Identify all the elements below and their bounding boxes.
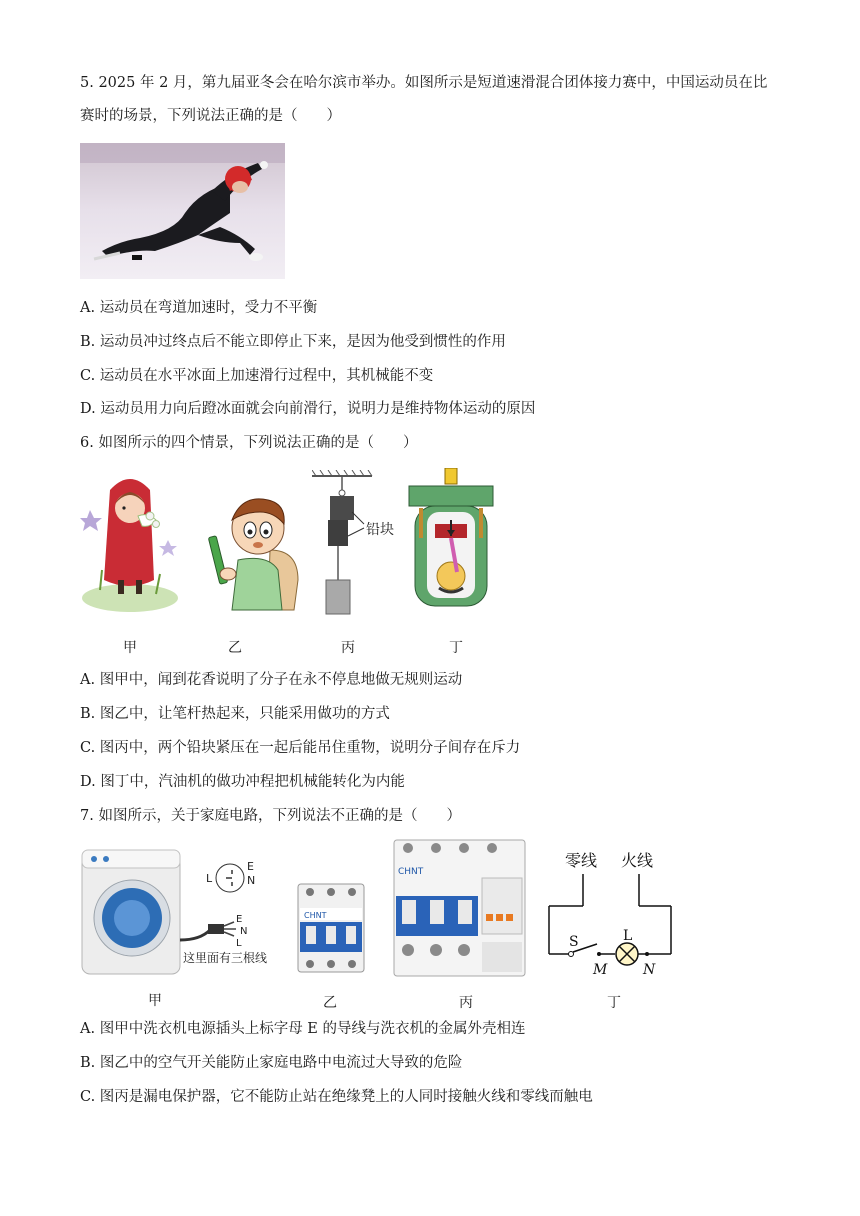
q7-caption-ding: 丁 [607,995,621,1011]
q5-option-d: D. 运动员用力向后蹬冰面就会向前滑行，说明力是维持物体运动的原因 [80,401,536,417]
q7-stem: 7. 如图所示，关于家庭电路，下列说法不正确的是（ ） [80,808,461,824]
lead-blocks-illustration [312,470,402,616]
socket-letter-n: N [247,874,256,887]
live-wire-label: 火线 [621,851,654,870]
circuit-diagram [543,848,678,978]
q6-caption-bing: 丙 [341,640,355,656]
q5-stem-line1: 5. 2025 年 2 月，第九届亚冬会在哈尔滨市举办。如图所示是短道速滑混合团体接力赛中，中国运动员在比 [80,75,768,91]
q7-caption-jia: 甲 [148,993,162,1009]
plug-letter-e: E [236,914,243,925]
q7-caption-yi: 乙 [323,995,337,1011]
air-switch-illustration [296,880,366,976]
q6-option-b: B. 图乙中，让笔杆热起来，只能采用做功的方式 [80,706,390,722]
q5-stem-line2: 赛时的场景，下列说法正确的是（ ） [80,108,341,124]
neutral-wire-label: 零线 [565,851,598,870]
plug-letter-l: L [236,938,242,949]
lead-block-label: 铅块 [366,522,394,538]
q7-option-a: A. 图甲中洗衣机电源插头上标字母 E 的导线与洗衣机的金属外壳相连 [80,1021,526,1037]
q6-option-a: A. 图甲中，闻到花香说明了分子在永不停息地做无规则运动 [80,672,463,688]
q7-option-b: B. 图乙中的空气开关能防止家庭电路中电流过大导致的危险 [80,1055,463,1071]
switch-label-s: S [569,934,579,950]
q6-caption-yi: 乙 [228,640,242,656]
lamp-label-l: L [623,928,633,944]
gasoline-engine-illustration [405,468,497,618]
point-label-n: N [643,962,656,978]
q6-caption-jia: 甲 [123,640,137,656]
air-switch-brand: CHNT [304,911,327,920]
q6-option-c: C. 图丙中，两个铅块紧压在一起后能吊住重物，说明分子间存在斥力 [80,740,521,756]
q7-option-c: C. 图丙是漏电保护器，它不能防止站在绝缘凳上的人同时接触火线和零线而触电 [80,1089,593,1105]
leakage-protector-illustration [392,838,527,978]
q7-caption-bing: 丙 [459,995,473,1011]
washing-machine-illustration [80,848,280,976]
q5-option-c: C. 运动员在水平冰面上加速滑行过程中，其机械能不变 [80,368,434,384]
plug-letter-n: N [240,926,248,937]
point-label-m: M [593,962,608,978]
skater-photo [80,143,285,279]
q5-option-b: B. 运动员冲过终点后不能立即停止下来，是因为他受到惯性的作用 [80,334,506,350]
q6-stem: 6. 如图所示的四个情景，下列说法正确的是（ ） [80,435,418,451]
boy-with-pencil-illustration [208,490,304,612]
plug-note: 这里面有三根线 [183,951,268,965]
girl-smelling-flowers-illustration [80,470,180,615]
q6-caption-ding: 丁 [449,640,463,656]
socket-letter-l: L [206,872,213,885]
socket-letter-e: E [247,860,254,873]
q5-option-a: A. 运动员在弯道加速时，受力不平衡 [80,300,318,316]
q6-option-d: D. 图丁中，汽油机的做功冲程把机械能转化为内能 [80,774,405,790]
leakage-protector-brand: CHNT [398,867,424,877]
